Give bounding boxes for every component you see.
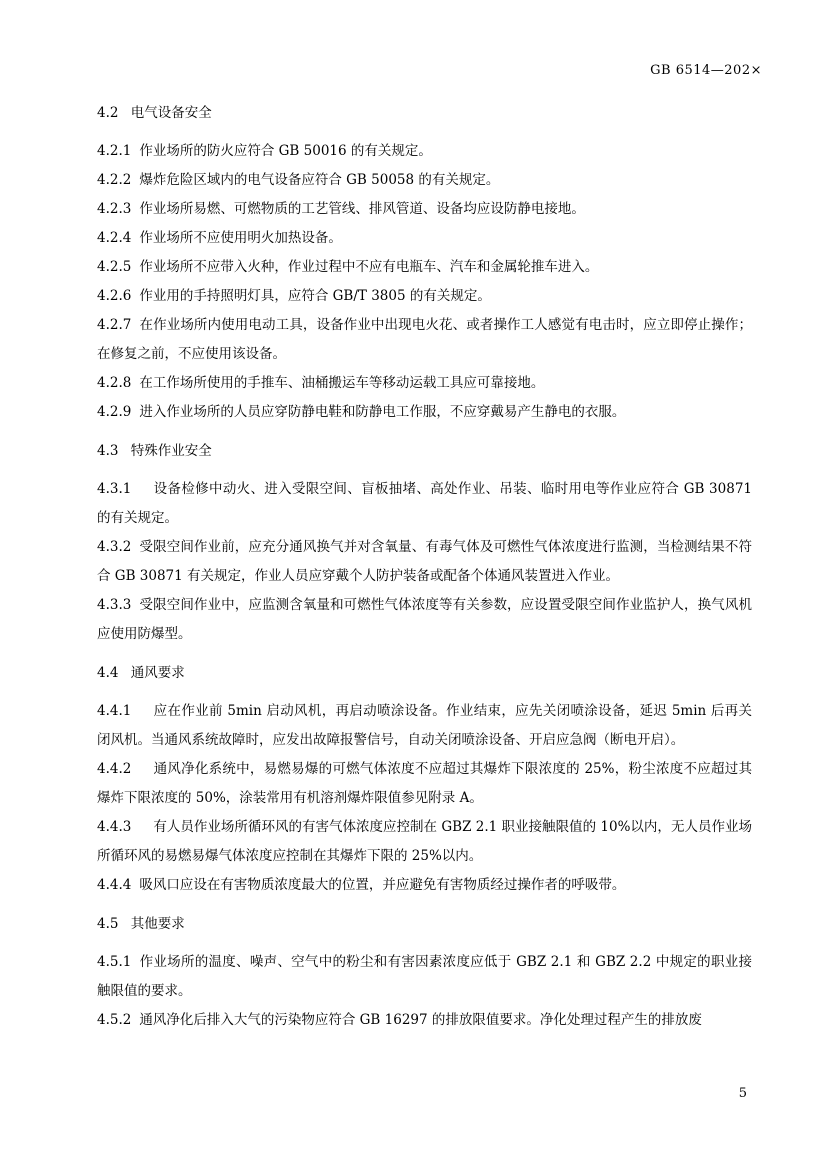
clause [97,166,752,195]
clause-text: 作业场所不应带入火种，作业过程中不应有电瓶车、汽车和金属轮推车进入。 [139,259,599,275]
clause-text: 通风净化后排入大气的污染物应符合 GB 16297 的排放限值要求。净化处理过程产生的排放废 [139,1012,702,1028]
clause [97,253,752,282]
clause-number: 4.3.1 [97,481,132,497]
section-heading [97,437,752,465]
section-number: 4.5 [97,916,119,932]
clause [97,311,752,369]
section-title: 特殊作业安全 [130,443,212,459]
clause [97,697,752,755]
clause-text: 爆炸危险区域内的电气设备应符合 GB 50058 的有关规定。 [139,172,500,188]
clause-text: 作业场所易燃、可燃物质的工艺管线、排风管道、设备均应设防静电接地。 [139,201,585,217]
clause-number: 4.2.2 [97,172,132,188]
clause-text: 在作业场所内使用电动工具，设备作业中出现电火花、或者操作工人感觉有电击时，应立即停止操作；在修复之前，不应使用该设备。 [97,317,752,362]
clause-number: 4.4.2 [97,761,132,777]
clause-text: 受限空间作业前，应充分通风换气并对含氧量、有毒气体及可燃性气体浓度进行监测，当检测结果不符合 GB 30871 有关规定，作业人员应穿戴个人防护装备或配备个体通风装置进入作业。 [97,539,752,584]
clause-text: 进入作业场所的人员应穿防静电鞋和防静电工作服，不应穿戴易产生静电的衣服。 [139,404,626,420]
section-number: 4.2 [97,105,119,121]
section-heading [97,910,752,938]
clause [97,137,752,166]
clause-number: 4.2.6 [97,288,132,304]
clause [97,398,752,427]
clause-text: 在工作场所使用的手推车、油桶搬运车等移动运载工具应可靠接地。 [139,375,545,391]
clause-text: 应在作业前 5min 启动风机，再启动喷涂设备。作业结束，应先关闭喷涂设备，延迟 5min 后再关闭风机。当通风系统故障时，应发出故障报警信号，自动关闭喷涂设备、开启应急阀（断电开启）。 [97,703,752,748]
clause-number: 4.4.3 [97,819,132,835]
clause-number: 4.4.1 [97,703,132,719]
clause [97,813,752,871]
clause-number: 4.4.4 [97,877,132,893]
clause [97,224,752,253]
page-number: 5 [738,1086,747,1101]
clause-number: 4.2.3 [97,201,132,217]
clause [97,369,752,398]
clause [97,871,752,900]
clause [97,1006,752,1035]
clause-number: 4.3.3 [97,597,132,613]
clause-text: 通风净化系统中，易燃易爆的可燃气体浓度不应超过其爆炸下限浓度的 25%，粉尘浓度不应超过其爆炸下限浓度的 50%，涂装常用有机溶剂爆炸限值参见附录 A。 [97,761,752,806]
clause-text: 设备检修中动火、进入受限空间、盲板抽堵、高处作业、吊装、临时用电等作业应符合 GB 30871 的有关规定。 [97,481,752,526]
clause-text: 受限空间作业中，应监测含氧量和可燃性气体浓度等有关参数，应设置受限空间作业监护人，换气风机应使用防爆型。 [97,597,752,642]
document-body [97,99,752,1035]
clause-text: 作业场所不应使用明火加热设备。 [139,230,342,246]
clause [97,282,752,311]
document-header: GB 6514—202× [650,63,762,78]
clause-text: 有人员作业场所循环风的有害气体浓度应控制在 GBZ 2.1 职业接触限值的 10%以内，无人员作业场所循环风的易燃易爆气体浓度应控制在其爆炸下限的 25%以内。 [97,819,752,864]
clause [97,591,752,649]
section-title: 其他要求 [130,916,185,932]
clause-number: 4.5.2 [97,1012,132,1028]
clause-number: 4.5.1 [97,954,132,970]
section-number: 4.3 [97,443,119,459]
clause-text: 作业用的手持照明灯具，应符合 GB/T 3805 的有关规定。 [139,288,491,304]
clause [97,755,752,813]
clause-number: 4.3.2 [97,539,132,555]
clause-number: 4.2.7 [97,317,132,333]
clause-number: 4.2.9 [97,404,132,420]
clause-text: 吸风口应设在有害物质浓度最大的位置，并应避免有害物质经过操作者的呼吸带。 [139,877,626,893]
clause-number: 4.2.1 [97,143,132,159]
section-title: 电气设备安全 [130,105,212,121]
clause [97,533,752,591]
clause [97,475,752,533]
clause-text: 作业场所的防火应符合 GB 50016 的有关规定。 [139,143,432,159]
clause [97,948,752,1006]
clause-text: 作业场所的温度、噪声、空气中的粉尘和有害因素浓度应低于 GBZ 2.1 和 GBZ 2.2 中规定的职业接触限值的要求。 [97,954,752,999]
clause-number: 4.2.4 [97,230,132,246]
section-number: 4.4 [97,665,119,681]
section-title: 通风要求 [130,665,185,681]
clause-number: 4.2.5 [97,259,132,275]
section-heading [97,659,752,687]
clause [97,195,752,224]
clause-number: 4.2.8 [97,375,132,391]
section-heading [97,99,752,127]
